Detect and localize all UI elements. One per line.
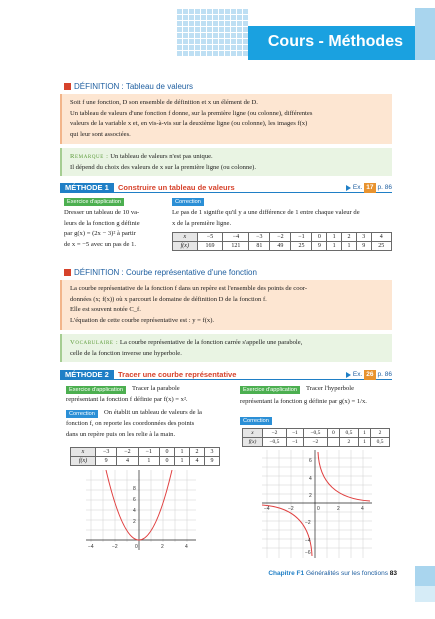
table-row: x −5 −4 −3 −2 −1 0 1 2 3 4 — [173, 233, 392, 242]
y-tick-label: 6 — [133, 497, 136, 503]
vocabulary-box — [60, 334, 392, 362]
method-1-correction-text: Le pas de 1 signifie qu'il y a une différence de 1 entre chaque valeur de x de la première ligne. — [172, 209, 360, 227]
definition-1-line: qui leur sont associées. — [70, 130, 131, 138]
footer-decoration — [415, 586, 435, 602]
vocabulary-text: La courbe représentative de la fonction carrée s'appelle une parabole, — [119, 339, 303, 346]
exercise-number: 26 — [366, 371, 374, 378]
method-1-title: Construire un tableau de valeurs — [118, 183, 235, 192]
method-2-bar — [60, 370, 392, 380]
footer-decoration — [415, 566, 435, 586]
remark-text: Un tableau de valeurs n'est pas unique. — [110, 153, 213, 160]
correction-tag: Correction — [66, 410, 98, 418]
remark-label: Remarque : — [70, 153, 109, 160]
graph-grid — [262, 450, 372, 558]
definition-2-line: La courbe représentative de la fonction f dans un repère est l'ensemble des points de coor- — [70, 285, 308, 292]
page-footer — [268, 570, 397, 577]
chapter-title: Généralités sur les fonctions — [305, 570, 388, 577]
method-1-bar — [60, 183, 392, 193]
hyperbola-branch-positive — [318, 452, 370, 501]
remark-text-2: Il dépend du choix des valeurs de x sur la première ligne (ou colonne). — [70, 163, 257, 171]
y-tick-label: 2 — [309, 493, 312, 499]
definition-1-line: Soit f une fonction, D son ensemble de définition et x un élément de D. — [70, 99, 258, 106]
method-2-left-correction-text-3: dans un repère puis on les relie à la main. — [66, 431, 176, 438]
definition-2-heading: DÉFINITION : Courbe représentative d'une fonction — [64, 268, 257, 277]
y-tick-label: 8 — [133, 486, 136, 492]
definition-1-heading: DÉFINITION : Tableau de valeurs — [64, 82, 193, 91]
vocabulary-label: Vocabulaire : — [70, 339, 119, 346]
definition-2-line: données (x; f(x)) où x parcourt le domaine de définition D de la fonction f. — [70, 295, 267, 303]
remark-box — [60, 148, 392, 176]
method-1-tag: MÉTHODE 1 — [60, 183, 114, 193]
y-tick-label: 4 — [133, 508, 136, 514]
page-title: Cours - Méthodes — [267, 33, 403, 50]
section-marker-icon — [64, 269, 71, 276]
table-row: f(x) −0,5 −1 −2 2 1 0,5 — [243, 438, 390, 447]
arrow-right-icon — [346, 372, 351, 378]
method-2-exercise-ref[interactable]: Ex. 26 p. 86 — [346, 370, 392, 380]
table-row: f(x) 169 121 81 49 25 9 1 1 9 25 — [173, 242, 392, 251]
parabola-graph — [86, 470, 196, 550]
exercise-tag: Exercice d'application — [64, 198, 124, 206]
method-2-right-exercise-text-2: représentant la fonction g définie par g(x) = 1/x. — [240, 398, 367, 405]
correction-tag: Correction — [240, 417, 272, 425]
x-tick-label: 0 — [135, 544, 138, 550]
x-tick-label: 0 — [317, 506, 320, 512]
definition-1-line: Un tableau de valeurs d'une fonction f donne, sur la première ligne (ou colonne), différentes — [70, 109, 313, 117]
method-2-tag: MÉTHODE 2 — [60, 370, 114, 380]
y-tick-label: 4 — [309, 476, 312, 482]
method-1-exercise-ref[interactable]: Ex. 17 p. 86 — [346, 183, 392, 193]
method-2-left-exercise-text-2: représentant la fonction f définie par f(x) = x². — [66, 396, 188, 403]
definition-2-box — [60, 280, 392, 330]
method-2-right-exercise-text-1: Tracer l'hyperbole — [306, 385, 355, 392]
exercise-number: 17 — [366, 184, 374, 191]
x-tick-label: 2 — [337, 506, 340, 512]
correction-tag: Correction — [172, 198, 204, 206]
chapter-label: Chapitre F1 — [268, 570, 305, 577]
table-row: x −3 −2 −1 0 1 2 3 — [71, 448, 220, 457]
arrow-right-icon — [346, 185, 351, 191]
x-tick-label: −2 — [288, 506, 294, 512]
method-2-left-correction-text-1: On établit un tableau de valeurs de la — [104, 409, 202, 416]
x-tick-label: −4 — [264, 506, 270, 512]
y-tick-label: −6 — [305, 550, 311, 556]
header-grid-decoration — [176, 8, 248, 56]
y-tick-label: −4 — [305, 538, 311, 544]
method-2-right-value-table — [242, 428, 390, 447]
method-1-exercise-text: Dresser un tableau de 10 va- leurs de la fonction g définie par g(x) = (2x − 3)² à partir de x = −5 avec un pas de 1. — [64, 209, 140, 248]
definition-1-box — [60, 94, 392, 144]
graph-grid — [86, 470, 196, 542]
definition-2-line: L'équation de cette courbe représentative est : y = f(x). — [70, 316, 215, 324]
exercise-tag: Exercice d'application — [240, 386, 300, 394]
x-tick-label: 4 — [361, 506, 364, 512]
table-row: f(x) 9 4 1 0 1 4 9 — [71, 457, 220, 466]
x-tick-label: 4 — [185, 544, 188, 550]
section-marker-icon — [64, 83, 71, 90]
x-tick-label: −2 — [112, 544, 118, 550]
definition-2-line: Elle est souvent notée C_f. — [70, 306, 141, 313]
header-side-decoration — [415, 8, 435, 60]
page-number: 83 — [389, 570, 397, 577]
method-2-title: Tracer une courbe représentative — [118, 370, 237, 379]
table-row: x −2 −1 −0,5 0 0,5 1 2 — [243, 429, 390, 438]
definition-1-line: valeurs de la variable x et, en vis-à-vis sur la deuxième ligne (ou colonne), les images f(x) — [70, 120, 308, 127]
method-2-left-value-table — [70, 447, 220, 466]
y-tick-label: 6 — [309, 458, 312, 464]
hyperbola-branch-negative — [262, 505, 312, 556]
hyperbola-graph — [262, 450, 372, 558]
method-1-value-table — [172, 232, 392, 251]
method-2-left-exercise-text-1: Tracer la parabole — [132, 385, 180, 392]
x-tick-label: 2 — [161, 544, 164, 550]
method-2-left-correction-text-2: fonction f, on reporte les coordonnées des points — [66, 420, 195, 427]
vocabulary-text-2: celle de la fonction inverse une hyperbole. — [70, 349, 182, 357]
x-tick-label: −4 — [88, 544, 94, 550]
y-tick-label: −2 — [305, 520, 311, 526]
y-tick-label: 2 — [133, 519, 136, 525]
exercise-tag: Exercice d'application — [66, 386, 126, 394]
